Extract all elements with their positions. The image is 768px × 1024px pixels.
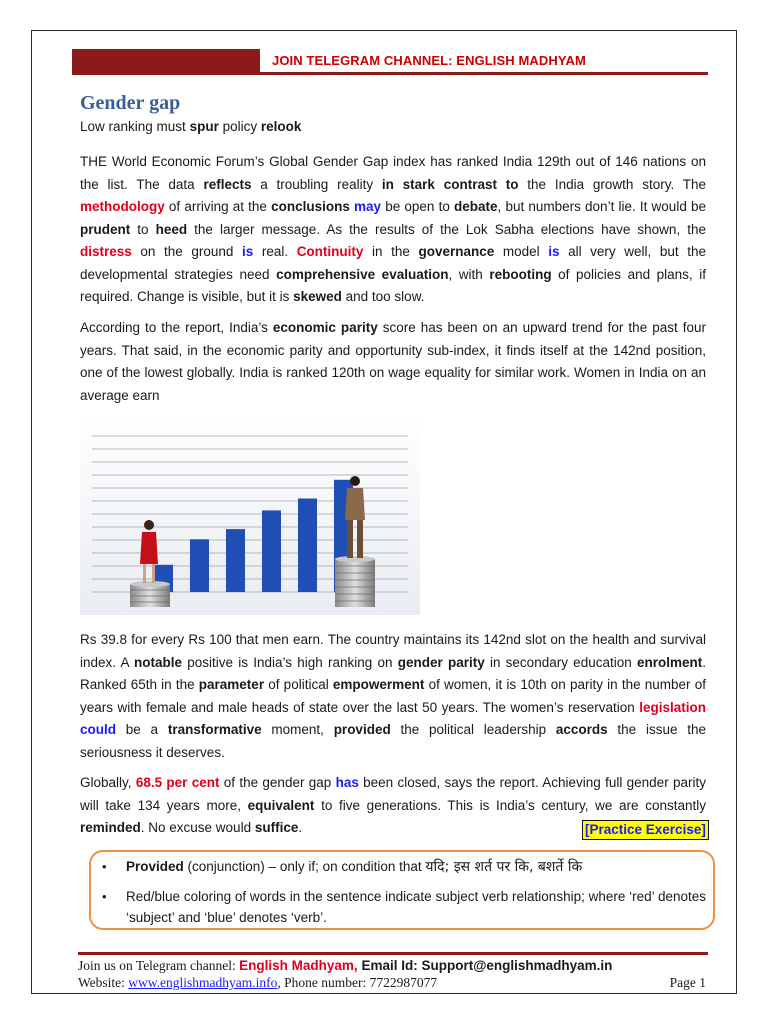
footer-phone: , Phone number: 7722987077 — [277, 975, 438, 990]
photo-bar — [190, 539, 209, 592]
text-run: . No excuse would — [140, 820, 255, 835]
notes-box — [89, 850, 715, 930]
bold-term: equivalent — [247, 797, 315, 813]
photo-bar — [262, 510, 281, 592]
note-text — [126, 889, 706, 925]
bold-term: rebooting — [489, 266, 552, 282]
photo-bar — [226, 529, 245, 592]
verb-word: may — [354, 199, 382, 214]
bullet-icon: • — [102, 889, 107, 904]
bold-term: suffice — [254, 820, 299, 835]
coin-stack-left — [130, 581, 170, 607]
photo-bar — [298, 499, 317, 593]
text-run: to five generations. This is India’s century, we are constantly — [314, 797, 707, 813]
bold-term: reflects — [203, 176, 252, 192]
text-run: be a — [116, 722, 168, 737]
bold-term: Provided — [126, 859, 184, 874]
subject-word: Continuity — [296, 244, 364, 259]
bold-term: provided — [333, 722, 391, 737]
gender-gap-bar-chart-photo — [80, 416, 420, 615]
paragraph-1 — [80, 151, 706, 309]
bold-term: conclusions — [271, 199, 350, 214]
text-run: of the gender gap — [219, 775, 336, 790]
text-run: of policies and plans, if required. Change is visible, but it is — [80, 266, 706, 304]
text-run: been closed, says the report. Achieving full gender parity will take 134 years more, — [80, 775, 706, 813]
verb-word: has — [335, 775, 359, 790]
footer-website-link[interactable]: www.englishmadhyam.info — [128, 975, 278, 990]
bold-term: heed — [155, 221, 188, 237]
note-item — [102, 856, 706, 878]
footer-divider — [78, 952, 708, 955]
text-run: , with — [448, 266, 490, 282]
bold-term: in stark contrast to — [381, 176, 519, 192]
note-item — [102, 886, 706, 928]
text-run: to — [130, 221, 156, 237]
bold-term: notable — [134, 654, 183, 670]
subject-word: legislation — [639, 699, 706, 715]
bold-term: reminded — [80, 820, 141, 835]
footer-website-label: Website: — [78, 975, 129, 990]
text-run: . — [298, 820, 303, 835]
note-text — [126, 859, 582, 874]
text-run: THE World Economic Forum’s Global Gender Gap index has ranked India 129th out of 146 nations on the list. The data — [80, 154, 706, 192]
footer-channel-name[interactable]: English Madhyam, — [239, 958, 358, 973]
text-run: policy — [218, 119, 261, 134]
subject-word: methodology — [80, 199, 165, 214]
bold-term: transformative — [167, 722, 262, 737]
text-run: of women, it is 10th on parity in the number of years with female and male heads of state over the last 50 years. The women’s reservation — [80, 677, 706, 715]
bold-term: comprehensive evaluation — [276, 266, 449, 282]
bullet-icon: • — [102, 859, 107, 874]
footer-line-1 — [78, 958, 612, 974]
subject-word: 68.5 per cent — [135, 775, 220, 790]
text-run: the political leadership — [390, 722, 556, 737]
bold-term: gender parity — [397, 654, 485, 670]
text-run: the India growth story. The — [518, 176, 706, 192]
footer-line-2 — [78, 975, 706, 991]
article-subtitle — [80, 119, 301, 134]
text-run: of arriving at the — [164, 199, 272, 214]
text-run: and too slow. — [341, 289, 425, 304]
banner-accent-bar — [72, 49, 260, 72]
text-run: . Ranked 65th in the — [80, 654, 706, 692]
banner-text[interactable]: JOIN TELEGRAM CHANNEL: ENGLISH MADHYAM — [272, 53, 586, 68]
bold-term: enrolment — [636, 654, 703, 670]
text-run: the larger message. As the results of the Lok Sabha elections have shown, the — [187, 221, 706, 237]
coin-stack-right — [335, 556, 375, 607]
footer-join-text: Join us on Telegram channel: — [78, 958, 240, 973]
text-run: Rs 39.8 for every Rs 100 that men earn. The country maintains its 142nd slot on the health and survival index. A — [80, 632, 706, 670]
verb-word: is — [241, 244, 254, 259]
text-run: real. — [253, 244, 297, 259]
text-run: Red/blue coloring of words in the sentence indicate subject verb relationship; where ‘red’ denotes ‘subject’ and ‘blue’ denotes ‘verb’. — [126, 889, 706, 925]
text-run: on the ground — [131, 244, 242, 259]
text-run: in the — [363, 244, 419, 259]
hindi-meaning: यदि; इस शर्त पर कि, बशर्ते कि — [425, 859, 583, 875]
text-run: a troubling reality — [251, 176, 382, 192]
text-run: score has been on an upward trend for the past four years. That said, in the economic parity and opportunity sub-index, it finds itself at the 142nd position, one of the lowest globally. India is ranked 120th on wage equality for similar work. Women in India on an average earn — [80, 320, 707, 403]
bold-term: skewed — [293, 289, 342, 304]
bold-term: prudent — [80, 221, 131, 237]
text-run: (conjunction) – only if; on condition that — [183, 859, 426, 874]
text-run: the issue the seriousness it deserves. — [80, 722, 706, 760]
text-run: be open to — [381, 199, 455, 214]
bold-term: accords — [555, 722, 608, 737]
paragraph-3 — [80, 629, 706, 764]
article-title: Gender gap — [80, 92, 181, 114]
text-run: According to the report, India’s — [80, 320, 273, 335]
text-run: of political — [264, 677, 333, 692]
text-run: Globally, — [80, 775, 136, 790]
page-number: Page 1 — [669, 975, 706, 990]
subject-word: distress — [80, 244, 132, 259]
practice-exercise-link[interactable]: [Practice Exercise] — [582, 820, 709, 840]
text-run: Low ranking must — [80, 119, 190, 134]
text-run: all very well, but the developmental strategies need — [80, 244, 706, 282]
text-run: moment, — [261, 722, 334, 737]
verb-word: is — [548, 244, 560, 259]
top-banner — [72, 49, 708, 75]
text-run: in secondary education — [484, 654, 637, 670]
bold-term: economic parity — [272, 320, 378, 335]
paragraph-2 — [80, 317, 706, 407]
bold-term: relook — [260, 119, 302, 134]
bold-term: debate — [454, 199, 498, 214]
text-run: positive is India’s high ranking on — [182, 654, 398, 670]
footer-email[interactable]: Email Id: Support@englishmadhyam.in — [357, 958, 613, 973]
verb-word: could — [80, 722, 116, 737]
bold-term: parameter — [198, 677, 265, 692]
bold-term: empowerment — [332, 677, 425, 692]
text-run: , but numbers don’t lie. It would be — [497, 199, 706, 214]
text-run: model — [494, 244, 549, 259]
bold-term: spur — [189, 119, 219, 134]
bold-term: governance — [418, 244, 495, 259]
